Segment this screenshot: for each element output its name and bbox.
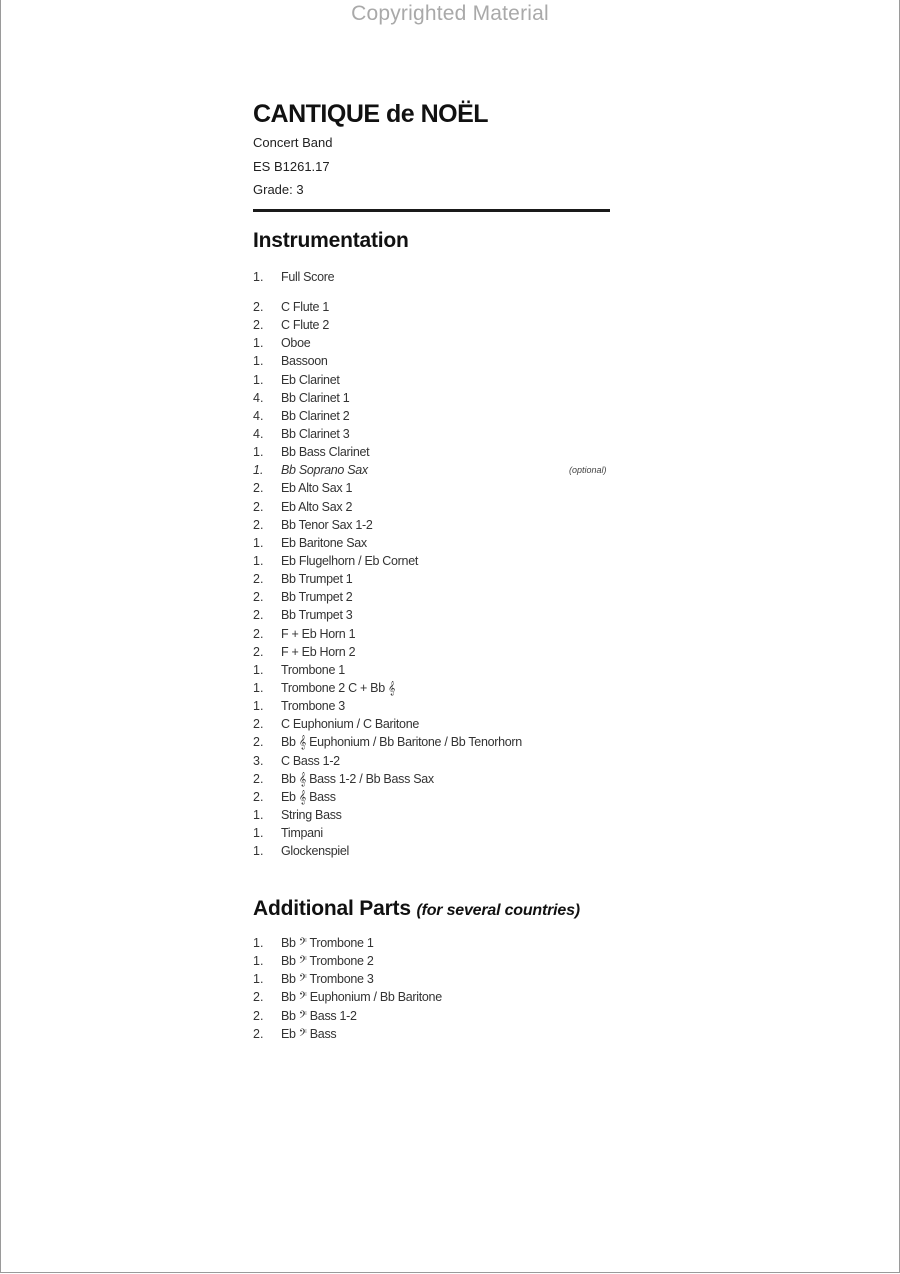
part-name: Oboe bbox=[281, 336, 311, 351]
part-name: Eb Alto Sax 2 bbox=[281, 499, 353, 514]
part-name: F + Eb Horn 2 bbox=[281, 644, 356, 659]
part-quantity: 2. bbox=[253, 717, 264, 732]
part-name: Trombone 3 bbox=[281, 699, 345, 714]
part-name: C Flute 2 bbox=[281, 318, 330, 333]
part-quantity: 1. bbox=[253, 535, 264, 550]
part-name: Bb Trumpet 1 bbox=[281, 572, 353, 587]
part-quantity: 2. bbox=[253, 1026, 264, 1041]
part-name: String Bass bbox=[281, 807, 342, 822]
part-quantity: 1. bbox=[253, 270, 264, 284]
part-name: Timpani bbox=[281, 826, 323, 841]
catalog-number: ES B1261.17 bbox=[253, 159, 330, 174]
part-name: Trombone 2 C + Bb 𝄞 bbox=[281, 680, 396, 695]
part-name: Trombone 1 bbox=[281, 662, 345, 677]
part-name: Bb Trumpet 2 bbox=[281, 590, 353, 605]
part-name: Eb Alto Sax 1 bbox=[281, 481, 353, 496]
additional-parts-title: Additional Parts bbox=[253, 897, 411, 920]
part-quantity: 1. bbox=[253, 463, 264, 478]
part-name: Eb 𝄢 Bass bbox=[281, 1026, 337, 1041]
part-quantity: 1. bbox=[253, 336, 264, 351]
part-name: C Euphonium / C Baritone bbox=[281, 717, 420, 732]
part-quantity: 3. bbox=[253, 753, 264, 768]
part-name: Bb 𝄢 Trombone 3 bbox=[281, 972, 374, 987]
part-name: Bb 𝄢 Trombone 1 bbox=[281, 936, 374, 950]
part-quantity: 1. bbox=[253, 354, 264, 369]
part-quantity: 1. bbox=[253, 826, 264, 841]
part-name: Bassoon bbox=[281, 354, 328, 369]
additional-parts-heading bbox=[253, 897, 580, 921]
part-quantity: 1. bbox=[253, 680, 264, 695]
part-note: (optional) bbox=[569, 465, 607, 476]
part-quantity: 4. bbox=[253, 408, 264, 423]
part-quantity: 4. bbox=[253, 426, 264, 441]
copyright-watermark: Copyrighted Material bbox=[351, 2, 549, 25]
part-name: Bb 𝄢 Bass 1-2 bbox=[281, 1008, 357, 1023]
part-quantity: 2. bbox=[253, 517, 264, 532]
part-quantity: 1. bbox=[253, 699, 264, 714]
part-name: Eb Flugelhorn / Eb Cornet bbox=[281, 553, 419, 568]
grade-label: Grade: 3 bbox=[253, 182, 304, 197]
part-quantity: 2. bbox=[253, 771, 264, 786]
part-name: Bb 𝄞 Euphonium / Bb Baritone / Bb Tenorhorn bbox=[281, 735, 522, 750]
part-name: C Flute 1 bbox=[281, 300, 330, 314]
part-quantity: 1. bbox=[253, 844, 264, 859]
part-quantity: 2. bbox=[253, 608, 264, 623]
part-name: Bb Clarinet 3 bbox=[281, 426, 350, 441]
part-name: Bb Clarinet 2 bbox=[281, 408, 350, 423]
part-quantity: 2. bbox=[253, 300, 264, 314]
part-name: Bb 𝄞 Bass 1-2 / Bb Bass Sax bbox=[281, 771, 434, 786]
instrumentation-heading: Instrumentation bbox=[253, 229, 409, 252]
title-divider bbox=[253, 209, 610, 212]
part-quantity: 1. bbox=[253, 954, 264, 969]
part-quantity: 1. bbox=[253, 972, 264, 987]
part-name: Bb Tenor Sax 1-2 bbox=[281, 517, 373, 532]
part-quantity: 2. bbox=[253, 1008, 264, 1023]
ensemble-label: Concert Band bbox=[253, 135, 333, 150]
part-name: Bb Soprano Sax bbox=[281, 463, 368, 478]
part-quantity: 1. bbox=[253, 445, 264, 460]
part-name: Bb 𝄢 Trombone 2 bbox=[281, 954, 374, 969]
part-quantity: 2. bbox=[253, 735, 264, 750]
additional-parts-subtitle: (for several countries) bbox=[416, 902, 580, 919]
part-name: Glockenspiel bbox=[281, 844, 349, 859]
part-quantity: 4. bbox=[253, 390, 264, 405]
part-quantity: 1. bbox=[253, 936, 264, 950]
part-quantity: 2. bbox=[253, 572, 264, 587]
part-quantity: 2. bbox=[253, 590, 264, 605]
part-quantity: 1. bbox=[253, 807, 264, 822]
part-quantity: 1. bbox=[253, 372, 264, 387]
part-name: Eb Clarinet bbox=[281, 372, 340, 387]
part-name: C Bass 1-2 bbox=[281, 753, 340, 768]
part-name: Eb Baritone Sax bbox=[281, 535, 367, 550]
part-name: Bb 𝄢 Euphonium / Bb Baritone bbox=[281, 990, 442, 1005]
part-name: F + Eb Horn 1 bbox=[281, 626, 356, 641]
piece-title: CANTIQUE de NOËL bbox=[253, 100, 489, 128]
part-name: Bb Bass Clarinet bbox=[281, 445, 370, 460]
part-quantity: 2. bbox=[253, 481, 264, 496]
part-quantity: 1. bbox=[253, 662, 264, 677]
part-name: Bb Clarinet 1 bbox=[281, 390, 350, 405]
part-quantity: 2. bbox=[253, 990, 264, 1005]
part-quantity: 2. bbox=[253, 644, 264, 659]
part-quantity: 1. bbox=[253, 553, 264, 568]
part-name: Bb Trumpet 3 bbox=[281, 608, 353, 623]
part-quantity: 2. bbox=[253, 789, 264, 804]
part-name: Eb 𝄞 Bass bbox=[281, 789, 336, 804]
part-name: Full Score bbox=[281, 270, 335, 284]
part-quantity: 2. bbox=[253, 626, 264, 641]
part-quantity: 2. bbox=[253, 318, 264, 333]
part-quantity: 2. bbox=[253, 499, 264, 514]
